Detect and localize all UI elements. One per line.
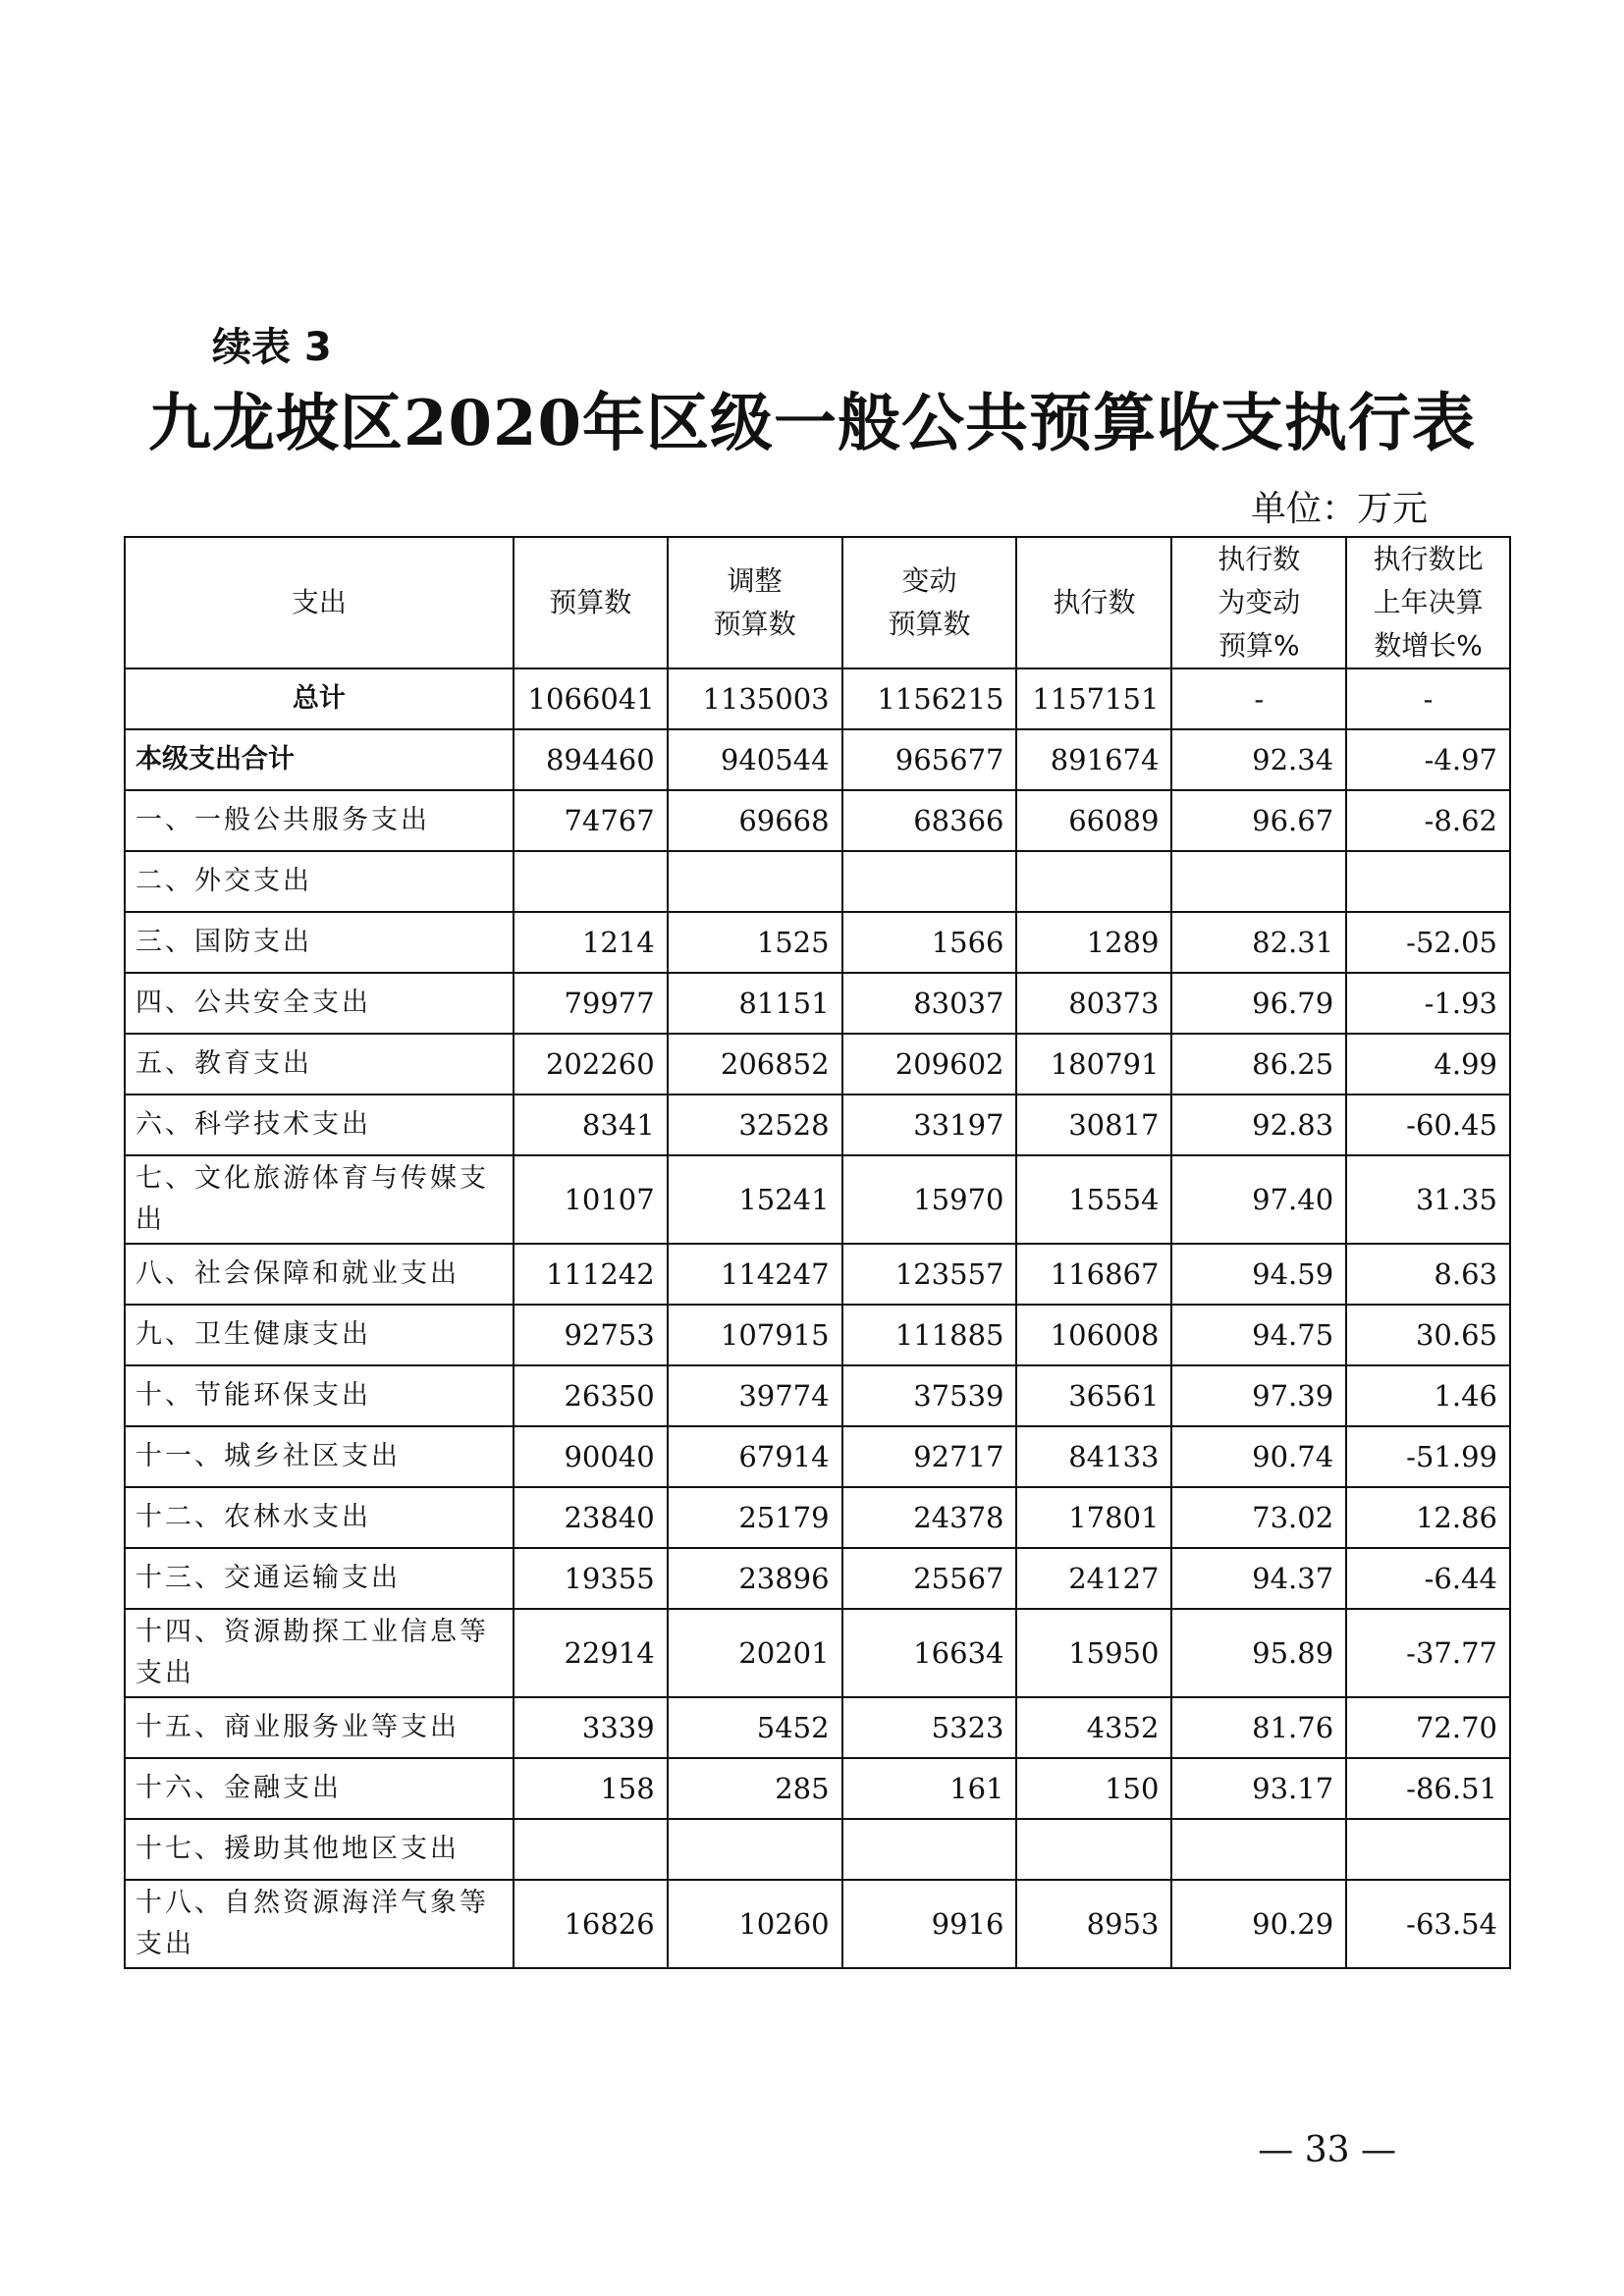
cell-adjusted: 69668 [668, 790, 842, 851]
table-continuation-label: 续表 3 [212, 325, 332, 370]
table-body [125, 668, 1510, 1968]
cell-changed: 83037 [842, 973, 1017, 1034]
cell-growth: -4.97 [1346, 729, 1510, 790]
cell-growth: 12.86 [1346, 1487, 1510, 1548]
cell-executed: 24127 [1016, 1548, 1171, 1609]
cell-changed: 161 [842, 1758, 1017, 1819]
cell-ratio: 90.29 [1171, 1880, 1346, 1968]
table-row [125, 1426, 1510, 1487]
table-row [125, 1155, 1510, 1244]
header-adjusted: 调整 预算数 [668, 537, 842, 668]
cell-changed: 24378 [842, 1487, 1017, 1548]
table-row [125, 1697, 1510, 1758]
cell-budget: 22914 [514, 1609, 668, 1697]
cell-executed: 17801 [1016, 1487, 1171, 1548]
cell-ratio: 94.59 [1171, 1244, 1346, 1305]
cell-adjusted: 5452 [668, 1697, 842, 1758]
cell-executed: 36561 [1016, 1365, 1171, 1426]
row-item-name: 十、节能环保支出 [125, 1365, 514, 1426]
cell-changed: 111885 [842, 1305, 1017, 1365]
header-executed: 执行数 [1016, 537, 1171, 668]
cell-growth [1346, 851, 1510, 912]
table-row [125, 1487, 1510, 1548]
cell-executed: 1157151 [1016, 668, 1171, 729]
cell-growth [1346, 1819, 1510, 1880]
row-item-name: 十六、金融支出 [125, 1758, 514, 1819]
cell-changed: 33197 [842, 1095, 1017, 1155]
cell-adjusted: 15241 [668, 1155, 842, 1244]
budget-table [124, 536, 1511, 1969]
cell-adjusted: 39774 [668, 1365, 842, 1426]
row-item-name: 本级支出合计 [125, 729, 514, 790]
cell-executed: 15950 [1016, 1609, 1171, 1697]
cell-ratio: 95.89 [1171, 1609, 1346, 1697]
cell-executed: 30817 [1016, 1095, 1171, 1155]
cell-executed [1016, 851, 1171, 912]
cell-budget: 8341 [514, 1095, 668, 1155]
cell-changed: 1566 [842, 912, 1017, 973]
cell-growth: - [1346, 668, 1510, 729]
cell-budget: 79977 [514, 973, 668, 1034]
cell-ratio: 82.31 [1171, 912, 1346, 973]
cell-ratio: 73.02 [1171, 1487, 1346, 1548]
cell-budget: 10107 [514, 1155, 668, 1244]
cell-changed: 68366 [842, 790, 1017, 851]
cell-ratio: 86.25 [1171, 1034, 1346, 1095]
table-row [125, 1244, 1510, 1305]
cell-adjusted: 20201 [668, 1609, 842, 1697]
cell-adjusted: 206852 [668, 1034, 842, 1095]
cell-executed: 15554 [1016, 1155, 1171, 1244]
cell-executed: 116867 [1016, 1244, 1171, 1305]
cell-ratio: 90.74 [1171, 1426, 1346, 1487]
cell-executed: 8953 [1016, 1880, 1171, 1968]
cell-adjusted: 23896 [668, 1548, 842, 1609]
page-title: 九龙坡区2020年区级一般公共预算收支执行表 [147, 387, 1477, 460]
table-row [125, 729, 1510, 790]
cell-growth: 31.35 [1346, 1155, 1510, 1244]
table-row [125, 1548, 1510, 1609]
cell-adjusted [668, 851, 842, 912]
cell-ratio: 92.34 [1171, 729, 1346, 790]
cell-growth: 4.99 [1346, 1034, 1510, 1095]
row-item-name: 八、社会保障和就业支出 [125, 1244, 514, 1305]
cell-growth: -86.51 [1346, 1758, 1510, 1819]
row-item-name: 十三、交通运输支出 [125, 1548, 514, 1609]
cell-executed: 106008 [1016, 1305, 1171, 1365]
cell-executed: 1289 [1016, 912, 1171, 973]
table-row [125, 1819, 1510, 1880]
cell-changed [842, 1819, 1017, 1880]
cell-changed: 15970 [842, 1155, 1017, 1244]
row-item-name: 六、科学技术支出 [125, 1095, 514, 1155]
table-row [125, 790, 1510, 851]
cell-budget: 894460 [514, 729, 668, 790]
header-item: 支出 [125, 537, 514, 668]
row-item-name: 十五、商业服务业等支出 [125, 1697, 514, 1758]
table-row [125, 1365, 1510, 1426]
cell-adjusted: 67914 [668, 1426, 842, 1487]
row-item-name: 十七、援助其他地区支出 [125, 1819, 514, 1880]
cell-budget: 19355 [514, 1548, 668, 1609]
cell-ratio: 96.79 [1171, 973, 1346, 1034]
cell-changed: 16634 [842, 1609, 1017, 1697]
row-item-name: 十四、资源勘探工业信息等支出 [125, 1609, 514, 1697]
table-row [125, 973, 1510, 1034]
unit-label: 单位：万元 [1250, 489, 1428, 529]
cell-adjusted [668, 1819, 842, 1880]
cell-ratio: 97.40 [1171, 1155, 1346, 1244]
cell-executed: 80373 [1016, 973, 1171, 1034]
cell-executed: 150 [1016, 1758, 1171, 1819]
cell-growth: -37.77 [1346, 1609, 1510, 1697]
row-item-name: 四、公共安全支出 [125, 973, 514, 1034]
cell-ratio: 94.75 [1171, 1305, 1346, 1365]
cell-growth: 8.63 [1346, 1244, 1510, 1305]
cell-executed [1016, 1819, 1171, 1880]
cell-adjusted: 940544 [668, 729, 842, 790]
cell-executed: 891674 [1016, 729, 1171, 790]
table-row [125, 1880, 1510, 1968]
cell-adjusted: 1135003 [668, 668, 842, 729]
cell-ratio: 96.67 [1171, 790, 1346, 851]
table-row [125, 1305, 1510, 1365]
cell-changed [842, 851, 1017, 912]
cell-budget [514, 1819, 668, 1880]
cell-budget: 158 [514, 1758, 668, 1819]
cell-budget: 111242 [514, 1244, 668, 1305]
row-item-name: 五、教育支出 [125, 1034, 514, 1095]
cell-budget: 1066041 [514, 668, 668, 729]
cell-ratio [1171, 851, 1346, 912]
cell-growth: -8.62 [1346, 790, 1510, 851]
cell-executed: 180791 [1016, 1034, 1171, 1095]
cell-budget: 26350 [514, 1365, 668, 1426]
table-row [125, 1609, 1510, 1697]
row-item-name: 二、外交支出 [125, 851, 514, 912]
row-item-name: 十八、自然资源海洋气象等支出 [125, 1880, 514, 1968]
cell-growth: -1.93 [1346, 973, 1510, 1034]
cell-budget: 74767 [514, 790, 668, 851]
cell-changed: 92717 [842, 1426, 1017, 1487]
cell-changed: 37539 [842, 1365, 1017, 1426]
cell-ratio [1171, 1819, 1346, 1880]
cell-budget: 1214 [514, 912, 668, 973]
cell-adjusted: 1525 [668, 912, 842, 973]
cell-ratio: 92.83 [1171, 1095, 1346, 1155]
table-row [125, 1034, 1510, 1095]
cell-ratio: 97.39 [1171, 1365, 1346, 1426]
cell-adjusted: 25179 [668, 1487, 842, 1548]
cell-budget: 23840 [514, 1487, 668, 1548]
cell-growth: -60.45 [1346, 1095, 1510, 1155]
row-item-name: 一、一般公共服务支出 [125, 790, 514, 851]
cell-budget: 92753 [514, 1305, 668, 1365]
row-item-name: 十一、城乡社区支出 [125, 1426, 514, 1487]
cell-budget: 202260 [514, 1034, 668, 1095]
row-item-name: 总计 [125, 668, 514, 729]
table-header-row [125, 537, 1510, 668]
cell-adjusted: 10260 [668, 1880, 842, 1968]
cell-changed: 1156215 [842, 668, 1017, 729]
cell-growth: -51.99 [1346, 1426, 1510, 1487]
row-item-name: 十二、农林水支出 [125, 1487, 514, 1548]
row-item-name: 九、卫生健康支出 [125, 1305, 514, 1365]
header-budget: 预算数 [514, 537, 668, 668]
cell-executed: 84133 [1016, 1426, 1171, 1487]
table-row [125, 668, 1510, 729]
cell-changed: 965677 [842, 729, 1017, 790]
header-ratio: 执行数 为变动 预算% [1171, 537, 1346, 668]
cell-changed: 123557 [842, 1244, 1017, 1305]
row-item-name: 七、文化旅游体育与传媒支出 [125, 1155, 514, 1244]
cell-changed: 9916 [842, 1880, 1017, 1968]
cell-ratio: 93.17 [1171, 1758, 1346, 1819]
cell-adjusted: 81151 [668, 973, 842, 1034]
cell-growth: 30.65 [1346, 1305, 1510, 1365]
header-growth: 执行数比 上年决算 数增长% [1346, 537, 1510, 668]
cell-growth: -6.44 [1346, 1548, 1510, 1609]
cell-ratio: 81.76 [1171, 1697, 1346, 1758]
cell-ratio: 94.37 [1171, 1548, 1346, 1609]
cell-budget: 90040 [514, 1426, 668, 1487]
table-row [125, 1095, 1510, 1155]
cell-adjusted: 114247 [668, 1244, 842, 1305]
cell-executed: 4352 [1016, 1697, 1171, 1758]
cell-adjusted: 32528 [668, 1095, 842, 1155]
page-number: — 33 — [1258, 2130, 1396, 2170]
cell-changed: 209602 [842, 1034, 1017, 1095]
cell-growth: 1.46 [1346, 1365, 1510, 1426]
cell-growth: -52.05 [1346, 912, 1510, 973]
table-row [125, 1758, 1510, 1819]
cell-changed: 5323 [842, 1697, 1017, 1758]
table-row [125, 912, 1510, 973]
cell-adjusted: 285 [668, 1758, 842, 1819]
cell-ratio: - [1171, 668, 1346, 729]
cell-budget [514, 851, 668, 912]
cell-changed: 25567 [842, 1548, 1017, 1609]
cell-budget: 16826 [514, 1880, 668, 1968]
row-item-name: 三、国防支出 [125, 912, 514, 973]
cell-growth: 72.70 [1346, 1697, 1510, 1758]
cell-executed: 66089 [1016, 790, 1171, 851]
cell-growth: -63.54 [1346, 1880, 1510, 1968]
table-row [125, 851, 1510, 912]
header-changed: 变动 预算数 [842, 537, 1017, 668]
cell-adjusted: 107915 [668, 1305, 842, 1365]
cell-budget: 3339 [514, 1697, 668, 1758]
